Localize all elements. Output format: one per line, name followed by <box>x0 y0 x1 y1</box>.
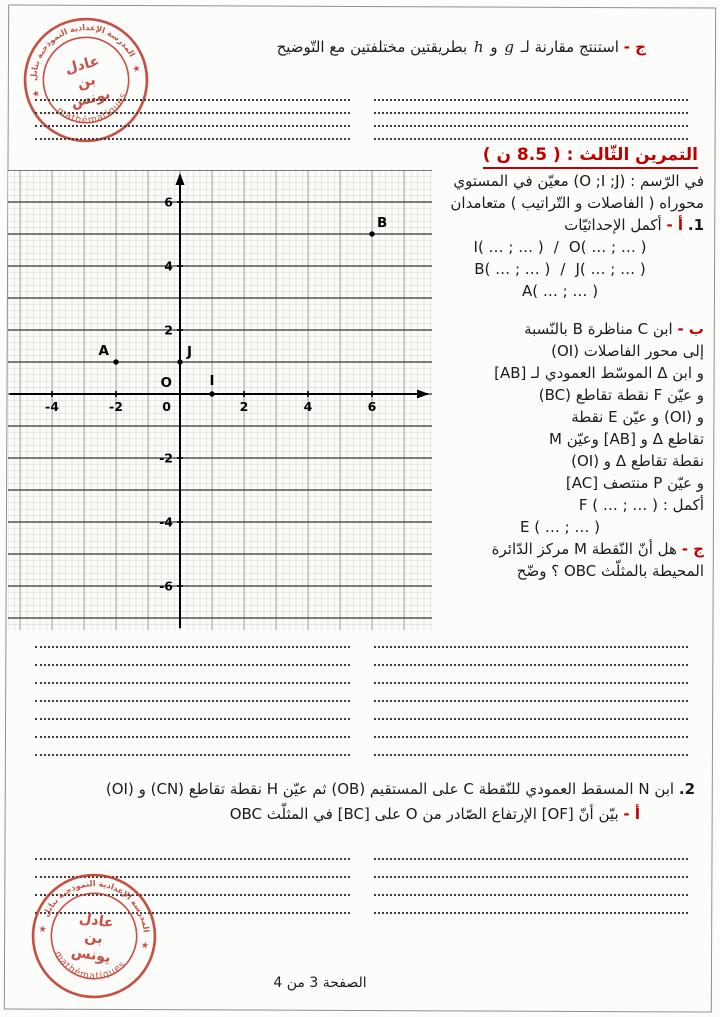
answer-line <box>374 648 689 666</box>
answer-line <box>35 684 350 702</box>
answer-line <box>35 720 350 738</box>
answer-column-left <box>35 88 350 140</box>
coords-row-1 <box>416 238 704 260</box>
svg-text:4: 4 <box>303 399 313 414</box>
answer-area-top <box>35 88 688 140</box>
answer-column-right <box>374 842 689 914</box>
answer-line <box>374 842 689 860</box>
coord-separator: / <box>553 238 559 256</box>
akmal-label: أكمل : <box>662 496 704 514</box>
svg-text:-6: -6 <box>159 578 173 594</box>
answer-line <box>35 114 350 127</box>
answer-column-right <box>374 88 689 140</box>
coord-blank-J: J( … ; … ) <box>575 260 646 278</box>
svg-text:يونس: يونس <box>69 86 112 112</box>
question-1c-text: هل أنّ النّقطة M مركز الدّائرة <box>491 540 677 558</box>
coord-blank-F: F ( … ; … ) <box>578 496 659 514</box>
exercise-3-title-text: التمرين الثّالث : ( 8.5 ن ) <box>483 145 698 169</box>
question-1b-line: إلى محور الفاصلات (OI) <box>551 342 704 360</box>
answer-line <box>35 88 350 101</box>
svg-text:O: O <box>160 375 172 391</box>
question-1b-line: و عيّن F نقطة تقاطع (BC) <box>538 386 704 404</box>
question-2 <box>20 780 695 830</box>
coord-blank-I: I( … ; … ) <box>473 238 544 256</box>
svg-text:mathématiques: mathématiques <box>52 949 129 982</box>
answer-line <box>35 702 350 720</box>
spacer <box>416 304 704 320</box>
svg-text:4: 4 <box>164 258 173 274</box>
svg-text:عادل: عادل <box>77 910 115 932</box>
svg-text:mathématiques: mathématiques <box>54 90 130 126</box>
answer-line <box>374 101 689 114</box>
answer-line <box>374 666 689 684</box>
question-1c <box>416 540 704 562</box>
answer-area-middle <box>35 630 688 756</box>
answer-line <box>35 738 350 756</box>
coord-blank-B: B( … ; … ) <box>474 260 551 278</box>
answer-line <box>374 630 689 648</box>
answer-line <box>374 88 689 101</box>
question-1b-text: ابن C مناظرة B بالنّسبة <box>524 320 673 338</box>
coord-blank-A: A( … ; … ) <box>521 282 599 300</box>
svg-text:-2: -2 <box>159 450 173 466</box>
question-1b <box>416 320 704 342</box>
answer-line <box>35 842 350 860</box>
answer-line <box>35 648 350 666</box>
svg-text:-4: -4 <box>159 514 173 530</box>
question-1a <box>416 216 704 238</box>
question-1b-line: و عيّن P منتصف [AC] <box>565 474 704 492</box>
answer-line <box>374 896 689 914</box>
question-1b-marker: ب - <box>677 320 704 338</box>
answer-line <box>374 114 689 127</box>
coordinate-grid <box>8 170 432 630</box>
coords-row-3 <box>416 282 704 304</box>
question-1b-line: و ابن Δ الموسّط العمودي لـ [AB] <box>494 364 704 382</box>
question-2a-text: بيّن أنّ [OF] الإرتفاع الصّادر من O على [BC] في المثلّث OBC <box>229 805 619 823</box>
answer-line <box>374 738 689 756</box>
answer-line <box>374 684 689 702</box>
exercise-3-title <box>483 145 698 165</box>
svg-text:J: J <box>187 344 193 360</box>
svg-text:2: 2 <box>164 322 173 338</box>
svg-text:2: 2 <box>239 399 249 414</box>
answer-column-right <box>374 630 689 756</box>
intro-line-2: محوراه ( الفاصلات و التّراتيب ) متعامدان <box>450 194 704 212</box>
question-c-text-2: بطريقتين مختلفتين مع التّوضيح <box>276 38 468 56</box>
answer-line <box>35 666 350 684</box>
svg-text:B: B <box>377 215 388 231</box>
question-1c-line-2: المحيطة بالمثلّث OBC ؟ وضّح <box>516 562 704 580</box>
exercise-3-body <box>416 172 704 584</box>
coord-row-E <box>416 518 704 540</box>
question-2a <box>20 805 695 830</box>
question-1b-line: نقطة تقاطع Δ و (OI) <box>571 452 704 470</box>
question-1b-line: تقاطع Δ و [AB] وعيّن M <box>549 430 704 448</box>
question-2-number: 2. <box>678 780 695 798</box>
question-1a-marker: أ - <box>666 216 684 234</box>
svg-text:0: 0 <box>162 399 171 414</box>
answer-line <box>35 101 350 114</box>
answer-line <box>35 127 350 140</box>
question-c-header <box>235 38 646 56</box>
svg-text:★: ★ <box>37 924 48 936</box>
answer-line <box>374 702 689 720</box>
question-2a-marker: أ - <box>623 805 640 823</box>
svg-text:★: ★ <box>140 940 150 952</box>
akmal-line <box>416 496 704 518</box>
svg-text:★: ★ <box>131 63 142 76</box>
math-var-h: h <box>473 38 484 56</box>
svg-text:بن: بن <box>83 928 104 948</box>
svg-text:6: 6 <box>164 194 173 210</box>
answer-line <box>374 720 689 738</box>
svg-text:-4: -4 <box>45 399 59 414</box>
svg-text:A: A <box>98 343 109 359</box>
question-1b-line: و (OI) و عيّن E نقطة <box>571 408 704 426</box>
coord-blank-O: O( … ; … ) <box>568 238 647 256</box>
svg-text:بن: بن <box>75 72 98 92</box>
question-1c-marker: ج - <box>681 540 704 558</box>
svg-text:عادل: عادل <box>63 53 102 78</box>
question-c-and: و <box>490 38 498 56</box>
intro-line-1: في الرّسم : (O ;I ;J) معيّن في المستوي <box>453 172 704 190</box>
answer-line <box>35 630 350 648</box>
answer-column-left <box>35 630 350 756</box>
svg-text:I: I <box>209 373 215 389</box>
svg-text:يونس: يونس <box>70 944 112 967</box>
coords-row-2 <box>416 260 704 282</box>
page-number: الصفحة 3 من 4 <box>273 975 367 991</box>
math-var-g: g <box>504 38 515 56</box>
question-2-line-1 <box>20 780 695 805</box>
answer-line <box>374 127 689 140</box>
question-2-text: ابن N المسقط العمودي للنّقطة C على المستقيم (OB) ثم عيّن H نقطة تقاطع (CN) و (OI) <box>105 780 675 798</box>
question-c-text-1: استنتج مقارنة لـ <box>520 38 619 56</box>
coord-blank-E: E ( … ; … ) <box>519 518 601 536</box>
svg-text:-2: -2 <box>109 399 123 414</box>
question-1-number: 1. <box>687 216 704 234</box>
svg-text:6: 6 <box>367 399 377 414</box>
answer-line <box>374 860 689 878</box>
answer-line <box>374 878 689 896</box>
svg-text:المدرسة الإعدادية النموذجية بن: المدرسة الإعدادية النموذجية بنابل <box>40 878 152 933</box>
coord-separator: / <box>560 260 566 278</box>
question-c-marker: ج - <box>623 38 646 56</box>
svg-text:المدرسة الإعدادية النموذجية بن: المدرسة الإعدادية النموذجية بنابل <box>28 22 138 82</box>
svg-text:★: ★ <box>31 88 42 101</box>
question-1a-text: أكمل الإحداثيّات <box>564 216 662 234</box>
